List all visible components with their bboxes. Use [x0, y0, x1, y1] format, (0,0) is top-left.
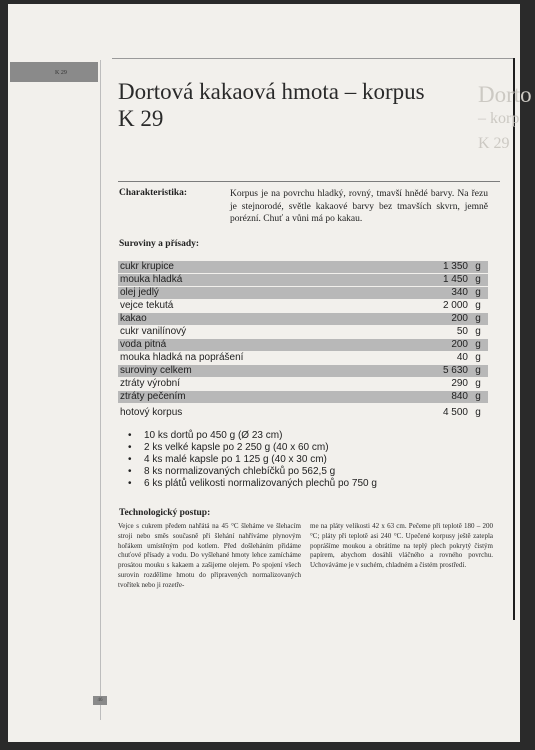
left-rule — [100, 60, 101, 720]
ingredient-unit: g — [468, 378, 488, 391]
ingredient-name: suroviny celkem — [118, 365, 408, 378]
top-rule — [112, 58, 514, 59]
ingredient-row — [118, 352, 488, 365]
list-item — [128, 478, 377, 490]
ingredient-unit: g — [468, 326, 488, 339]
ingredient-unit: g — [468, 365, 488, 378]
total-amount: 4 500 — [408, 404, 468, 420]
bullet-icon: • — [128, 442, 132, 453]
right-border — [513, 58, 515, 620]
list-item — [128, 442, 377, 454]
technology-label: Technologický postup: — [119, 508, 211, 518]
bullet-icon: • — [128, 466, 132, 477]
ingredient-row — [118, 339, 488, 352]
ingredient-amount: 290 — [408, 378, 468, 391]
ingredient-unit: g — [468, 313, 488, 326]
yield-list — [128, 430, 377, 490]
ingredient-name: mouka hladká na poprášení — [118, 352, 408, 365]
ingredient-amount: 2 000 — [408, 300, 468, 313]
ingredient-amount: 1 450 — [408, 274, 468, 287]
technology-text-column-2: me na pláty velikosti 42 x 63 cm. Pečeme při teplotě 180 – 200 °C; pláty při teplotě asi 240 °C. Upečené korpusy ještě zatepla poprášíme moukou a obrátíme na teplý plech pokrytý čistým papírem, abychom dosáhli vláčného a rovného povrchu. Uchováváme je v suchém, chladném a čistém prostředí. — [310, 522, 493, 570]
ingredient-row — [118, 378, 488, 391]
title-code: K 29 — [118, 106, 164, 131]
bullet-icon: • — [128, 454, 132, 465]
list-item-text: 6 ks plátů velikosti normalizovaných plechů po 750 g — [144, 478, 377, 489]
list-item-text: 8 ks normalizovaných chlebíčků po 562,5 g — [144, 466, 336, 477]
list-item-text: 2 ks velké kapsle po 2 250 g (40 x 60 cm) — [144, 442, 329, 453]
bleed-through-text: – korp — [478, 110, 520, 127]
ingredient-amount: 840 — [408, 391, 468, 404]
ingredient-unit: g — [468, 391, 488, 404]
ingredients-label: Suroviny a přísady: — [119, 239, 200, 249]
side-tab-label: K 29 — [55, 70, 67, 76]
ingredient-row — [118, 287, 488, 300]
bleed-through-text: Dorto — [478, 82, 532, 107]
ingredient-unit: g — [468, 261, 488, 274]
ingredient-amount: 200 — [408, 313, 468, 326]
bullet-icon: • — [128, 478, 132, 489]
ingredient-amount: 340 — [408, 287, 468, 300]
characteristics-text: Korpus je na povrchu hladký, rovný, tmavší hnědé barvy. Na řezu je stejnorodé, světle kakaové barvy bez tmavších skvrn, jemně porézní. Chuť a vůni má po kakau. — [230, 189, 488, 224]
ingredient-row — [118, 300, 488, 313]
bleed-through-text: K 29 — [478, 135, 510, 152]
ingredient-amount: 200 — [408, 339, 468, 352]
ingredient-name: cukr krupice — [118, 261, 408, 274]
ingredient-row — [118, 365, 488, 378]
total-row — [118, 404, 488, 420]
ingredient-name: olej jedlý — [118, 287, 408, 300]
ingredient-unit: g — [468, 274, 488, 287]
ingredient-unit: g — [468, 300, 488, 313]
list-item — [128, 466, 377, 478]
list-item — [128, 430, 377, 442]
technology-text-column-1: Vejce s cukrem předem nahřátá na 45 °C šleháme ve šlehacím stroji nebo směs současně při šlehání nahříváme plynovým hořákem umístěným pod kotlem. Před došleháním přidáme chuťové přísady a vodu. Do vyšlehané hmoty lehce zamícháme prosátou mouku s kakaem a zašijeme olejem. Po spojení všech surovin rozdělíme hmotu do připravených normalizovaných tvořítek nebo ji rozetře- — [118, 522, 301, 589]
page-number: 46 — [93, 696, 107, 705]
ingredient-name: mouka hladká — [118, 274, 408, 287]
ingredient-amount: 5 630 — [408, 365, 468, 378]
ingredient-row — [118, 326, 488, 339]
ingredient-amount: 50 — [408, 326, 468, 339]
ingredient-amount: 40 — [408, 352, 468, 365]
ingredients-table — [118, 261, 488, 420]
ingredient-unit: g — [468, 339, 488, 352]
list-item-text: 4 ks malé kapsle po 1 125 g (40 x 30 cm) — [144, 454, 327, 465]
ingredient-amount: 1 350 — [408, 261, 468, 274]
page-title — [118, 78, 425, 132]
total-unit: g — [468, 404, 488, 420]
total-name: hotový korpus — [118, 404, 408, 420]
list-item — [128, 454, 377, 466]
ingredient-row — [118, 313, 488, 326]
ingredient-name: cukr vanilínový — [118, 326, 408, 339]
ingredient-name: vejce tekutá — [118, 300, 408, 313]
ingredient-name: ztráty výrobní — [118, 378, 408, 391]
ingredient-unit: g — [468, 352, 488, 365]
ingredient-row — [118, 274, 488, 287]
title-line: Dortová kakaová hmota – korpus — [118, 79, 425, 104]
ingredient-row — [118, 261, 488, 274]
ingredient-name: ztráty pečením — [118, 391, 408, 404]
section-rule — [118, 181, 500, 182]
characteristics-label: Charakteristika: — [119, 188, 188, 198]
ingredient-name: voda pitná — [118, 339, 408, 352]
side-tab — [10, 62, 98, 82]
bullet-icon: • — [128, 430, 132, 441]
ingredient-unit: g — [468, 287, 488, 300]
list-item-text: 10 ks dortů po 450 g (Ø 23 cm) — [144, 430, 283, 441]
ingredient-row — [118, 391, 488, 404]
ingredient-name: kakao — [118, 313, 408, 326]
